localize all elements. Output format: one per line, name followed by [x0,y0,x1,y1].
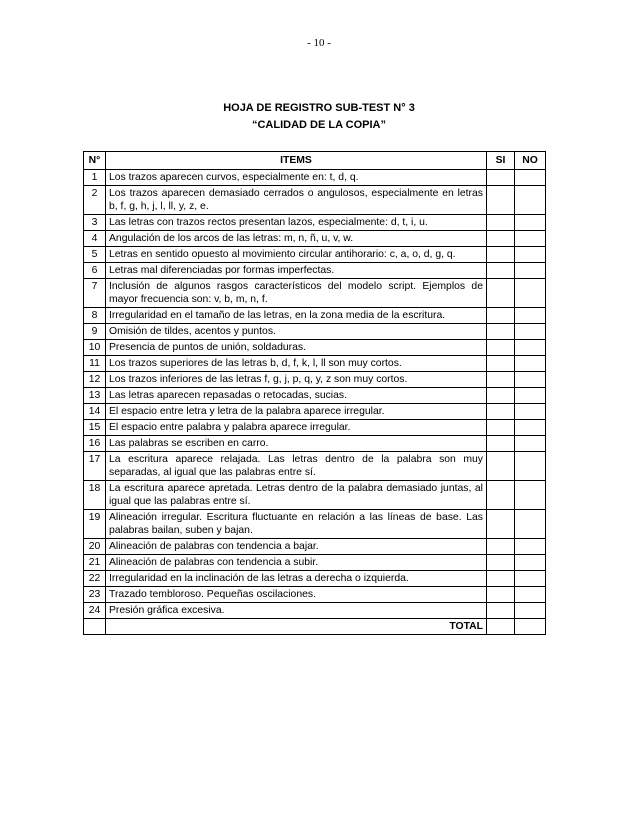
si-checkbox-cell[interactable] [487,452,515,481]
item-number: 8 [84,308,106,324]
item-number: 18 [84,481,106,510]
item-text: La escritura aparece relajada. Las letras dentro de la palabra son muy separadas, al igual que las palabras entre sí. [106,452,487,481]
si-checkbox-cell[interactable] [487,404,515,420]
no-checkbox-cell[interactable] [515,356,546,372]
si-checkbox-cell[interactable] [487,308,515,324]
no-checkbox-cell[interactable] [515,510,546,539]
item-text: El espacio entre letra y letra de la palabra aparece irregular. [106,404,487,420]
item-text: Presión gráfica excesiva. [106,603,487,619]
no-checkbox-cell[interactable] [515,555,546,571]
item-number: 1 [84,170,106,186]
title-line-1: HOJA DE REGISTRO SUB-TEST N° 3 [223,102,415,114]
table-row [84,420,546,436]
no-checkbox-cell[interactable] [515,603,546,619]
table-row [84,263,546,279]
no-checkbox-cell[interactable] [515,247,546,263]
table-row [84,372,546,388]
item-number: 16 [84,436,106,452]
registro-table [83,151,546,635]
table-row [84,186,546,215]
item-number: 12 [84,372,106,388]
table-row [84,170,546,186]
si-checkbox-cell[interactable] [487,436,515,452]
table-row [84,436,546,452]
item-number: 14 [84,404,106,420]
no-checkbox-cell[interactable] [515,452,546,481]
item-number: 17 [84,452,106,481]
document-title [0,100,638,134]
item-number: 9 [84,324,106,340]
item-number: 23 [84,587,106,603]
item-text: El espacio entre palabra y palabra aparece irregular. [106,420,487,436]
item-text: Alineación de palabras con tendencia a bajar. [106,539,487,555]
item-text: Letras en sentido opuesto al movimiento circular antihorario: c, a, o, d, g, q. [106,247,487,263]
si-checkbox-cell[interactable] [487,356,515,372]
table-row [84,247,546,263]
no-checkbox-cell[interactable] [515,587,546,603]
no-checkbox-cell[interactable] [515,539,546,555]
table-row [84,481,546,510]
no-checkbox-cell[interactable] [515,186,546,215]
no-checkbox-cell[interactable] [515,436,546,452]
si-checkbox-cell[interactable] [487,539,515,555]
si-checkbox-cell[interactable] [487,170,515,186]
item-number: 4 [84,231,106,247]
table-row [84,404,546,420]
item-text: Los trazos aparecen curvos, especialmente en: t, d, q. [106,170,487,186]
si-checkbox-cell[interactable] [487,186,515,215]
item-text: Las palabras se escriben en carro. [106,436,487,452]
no-checkbox-cell[interactable] [515,231,546,247]
item-number: 22 [84,571,106,587]
table-row [84,510,546,539]
si-checkbox-cell[interactable] [487,603,515,619]
table-row [84,356,546,372]
total-row [84,619,546,635]
si-checkbox-cell[interactable] [487,263,515,279]
table-row [84,603,546,619]
header-no: NO [515,152,546,170]
si-checkbox-cell[interactable] [487,279,515,308]
item-text: Trazado tembloroso. Pequeñas oscilaciones. [106,587,487,603]
header-num: N° [84,152,106,170]
table-row [84,215,546,231]
item-text: Las letras aparecen repasadas o retocadas, sucias. [106,388,487,404]
item-text: Omisión de tildes, acentos y puntos. [106,324,487,340]
si-checkbox-cell[interactable] [487,481,515,510]
table-row [84,571,546,587]
table-header-row [84,152,546,170]
no-checkbox-cell[interactable] [515,372,546,388]
item-text: Letras mal diferenciadas por formas imperfectas. [106,263,487,279]
item-text: Las letras con trazos rectos presentan lazos, especialmente: d, t, i, u. [106,215,487,231]
no-checkbox-cell[interactable] [515,420,546,436]
si-checkbox-cell[interactable] [487,587,515,603]
table-row [84,555,546,571]
item-number: 6 [84,263,106,279]
item-number: 24 [84,603,106,619]
table-row [84,539,546,555]
item-text: Alineación irregular. Escritura fluctuante en relación a las líneas de base. Las palabras bailan, suben y bajan. [106,510,487,539]
no-checkbox-cell[interactable] [515,404,546,420]
title-line-2: “CALIDAD DE LA COPIA” [251,119,387,131]
no-checkbox-cell[interactable] [515,263,546,279]
item-number: 13 [84,388,106,404]
no-checkbox-cell[interactable] [515,388,546,404]
table-row [84,324,546,340]
si-checkbox-cell[interactable] [487,231,515,247]
si-checkbox-cell[interactable] [487,340,515,356]
table-row [84,388,546,404]
item-text: Inclusión de algunos rasgos característicos del modelo script. Ejemplos de mayor frecuencia son: v, b, m, n, f. [106,279,487,308]
item-number: 5 [84,247,106,263]
item-text: Presencia de puntos de unión, soldaduras. [106,340,487,356]
item-number: 3 [84,215,106,231]
item-text: La escritura aparece apretada. Letras dentro de la palabra demasiado juntas, al igual que las palabras entre sí. [106,481,487,510]
si-checkbox-cell[interactable] [487,215,515,231]
si-checkbox-cell[interactable] [487,555,515,571]
no-checkbox-cell[interactable] [515,215,546,231]
table-row [84,340,546,356]
item-text: Alineación de palabras con tendencia a subir. [106,555,487,571]
total-empty-cell [84,619,106,635]
table-row [84,279,546,308]
header-si: SI [487,152,515,170]
si-checkbox-cell[interactable] [487,372,515,388]
no-checkbox-cell[interactable] [515,324,546,340]
item-text: Irregularidad en la inclinación de las letras a derecha o izquierda. [106,571,487,587]
item-number: 7 [84,279,106,308]
item-text: Irregularidad en el tamaño de las letras, en la zona media de la escritura. [106,308,487,324]
total-label: TOTAL [106,619,487,635]
table-row [84,308,546,324]
table-row [84,587,546,603]
si-checkbox-cell[interactable] [487,571,515,587]
item-number: 11 [84,356,106,372]
header-items: ITEMS [106,152,487,170]
no-checkbox-cell[interactable] [515,308,546,324]
item-number: 19 [84,510,106,539]
item-number: 15 [84,420,106,436]
table-row [84,452,546,481]
no-checkbox-cell[interactable] [515,481,546,510]
no-checkbox-cell[interactable] [515,279,546,308]
item-text: Los trazos inferiores de las letras f, g, j, p, q, y, z son muy cortos. [106,372,487,388]
item-number: 21 [84,555,106,571]
no-checkbox-cell[interactable] [515,340,546,356]
item-number: 2 [84,186,106,215]
no-checkbox-cell[interactable] [515,170,546,186]
si-checkbox-cell[interactable] [487,510,515,539]
item-text: Los trazos superiores de las letras b, d, f, k, l, ll son muy cortos. [106,356,487,372]
no-checkbox-cell[interactable] [515,571,546,587]
si-checkbox-cell[interactable] [487,324,515,340]
item-number: 20 [84,539,106,555]
item-number: 10 [84,340,106,356]
total-si-cell[interactable] [487,619,515,635]
item-text: Angulación de los arcos de las letras: m, n, ñ, u, v, w. [106,231,487,247]
page-number: - 10 - [307,37,331,49]
si-checkbox-cell[interactable] [487,247,515,263]
total-no-cell[interactable] [515,619,546,635]
table-row [84,231,546,247]
si-checkbox-cell[interactable] [487,388,515,404]
table-body [84,170,546,619]
si-checkbox-cell[interactable] [487,420,515,436]
item-text: Los trazos aparecen demasiado cerrados o angulosos, especialmente en letras b, f, g, h, j, l, ll, y, z, e. [106,186,487,215]
